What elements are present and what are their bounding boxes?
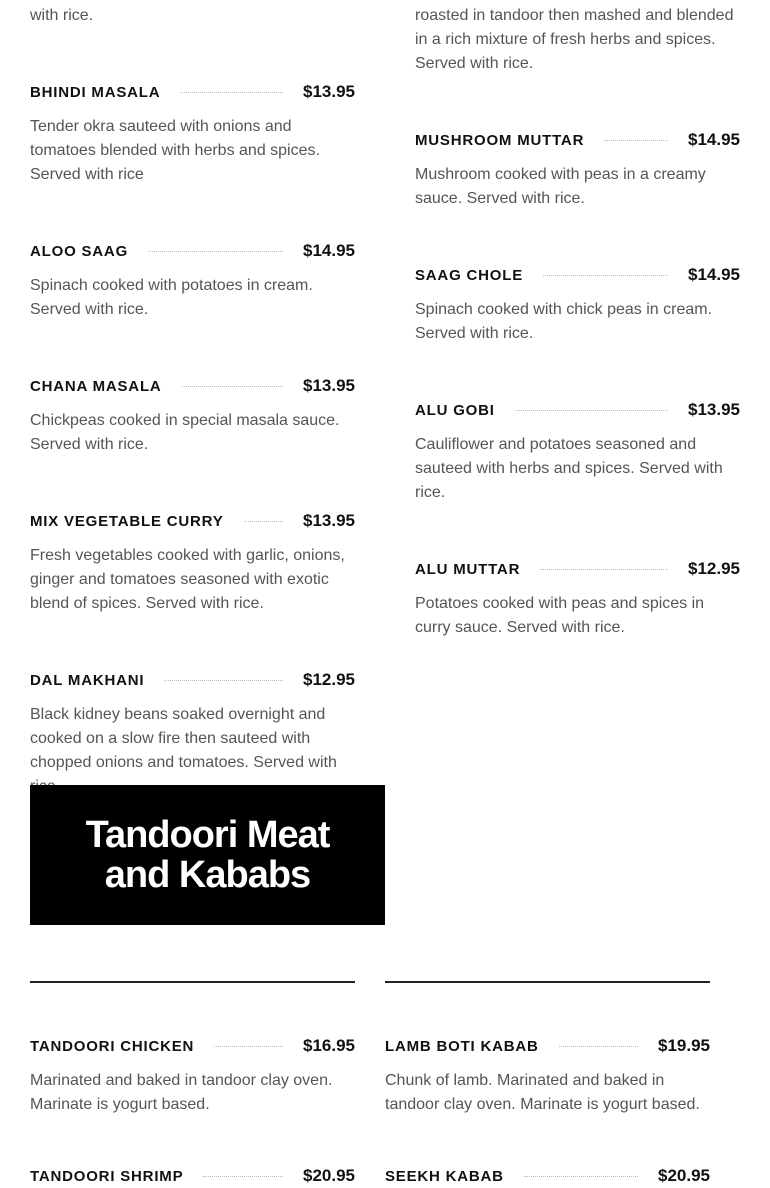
item-description: Mushroom cooked with peas in a creamy sauce. Served with rice. (415, 166, 706, 207)
dotted-leader (148, 251, 283, 252)
section-banner-tandoori (30, 785, 385, 925)
dotted-leader (559, 1046, 638, 1047)
item-name: SAAG CHOLE (415, 266, 524, 284)
menu-item-lamb-boti-kabab (385, 1034, 710, 1058)
item-name: ALU MUTTAR (415, 560, 521, 578)
item-description: Chunk of lamb. Marinated and baked in tandoor clay oven. Marinate is yogurt based. (385, 1072, 700, 1113)
item-description: Black kidney beans soaked overnight and cooked on a slow fire then sauteed with chopped onions and tomatoes. Served with (30, 706, 337, 771)
menu-item-alu-muttar (415, 557, 740, 581)
section-divider (30, 981, 355, 983)
item-name: SEEKH KABAB (385, 1167, 504, 1185)
item-description: Spinach cooked with potatoes in cream. Served with rice. (30, 277, 313, 318)
section-title: Tandoori Meat and Kababs (85, 814, 330, 896)
item-price: $14.95 (303, 241, 355, 260)
menu-item-saag-chole (415, 263, 740, 287)
item-description: Potatoes cooked with peas and spices in curry sauce. Served with rice. (415, 595, 705, 636)
item-description: Chickpeas cooked in special masala sauce. Served with rice. (30, 412, 340, 453)
menu-item-tandoori-shrimp (30, 1164, 355, 1188)
item-description-fragment: roasted in tandoor then mashed and blended in a rich mixture of fresh herbs and spices. Served with rice. (415, 7, 734, 72)
menu-item-bhindi-masala (30, 80, 355, 104)
item-name: ALU GOBI (415, 401, 495, 419)
dotted-leader (182, 386, 283, 387)
dotted-leader (164, 680, 283, 681)
menu-item-tandoori-chicken (30, 1034, 355, 1058)
dotted-leader (244, 521, 283, 522)
dotted-leader (604, 140, 668, 141)
menu-item-seekh-kabab (385, 1164, 710, 1188)
item-name: TANDOORI SHRIMP (30, 1167, 184, 1185)
item-price: $19.95 (658, 1036, 710, 1055)
item-price: $20.95 (303, 1166, 355, 1185)
menu-item-mix-vegetable-curry (30, 509, 355, 533)
item-price: $14.95 (688, 130, 740, 149)
dotted-leader (515, 410, 668, 411)
item-price: $16.95 (303, 1036, 355, 1055)
item-description: Spinach cooked with chick peas in cream. Served with rice. (415, 301, 713, 342)
menu-item-mushroom-muttar (415, 128, 740, 152)
dotted-leader (180, 92, 283, 93)
section-divider (385, 981, 710, 983)
dotted-leader (543, 275, 668, 276)
item-name: DAL MAKHANI (30, 671, 145, 689)
item-price: $14.95 (688, 265, 740, 284)
item-name: TANDOORI CHICKEN (30, 1037, 195, 1055)
item-description: Tender okra sauteed with onions and tomatoes blended with herbs and spices. Served with rice (30, 118, 320, 183)
item-description: Fresh vegetables cooked with garlic, onions, ginger and tomatoes seasoned with exotic blend of spices. Served with rice. (30, 547, 345, 612)
item-description-fragment: with rice. (30, 7, 94, 24)
item-price: $12.95 (303, 670, 355, 689)
item-name: CHANA MASALA (30, 377, 162, 395)
item-name: LAMB BOTI KABAB (385, 1037, 539, 1055)
item-price: $13.95 (303, 511, 355, 530)
menu-item-alu-gobi (415, 398, 740, 422)
menu-item-dal-makhani (30, 668, 355, 692)
dotted-leader (524, 1176, 638, 1177)
item-description: Cauliflower and potatoes seasoned and sauteed with herbs and spices. Served with rice. (415, 436, 723, 501)
item-name: ALOO SAAG (30, 242, 129, 260)
dotted-leader (540, 569, 668, 570)
item-description: Marinated and baked in tandoor clay oven. Marinate is yogurt based. (30, 1072, 333, 1113)
item-price: $12.95 (688, 559, 740, 578)
item-price: $13.95 (303, 376, 355, 395)
menu-item-chana-masala (30, 374, 355, 398)
item-price: $13.95 (688, 400, 740, 419)
menu-item-aloo-saag (30, 239, 355, 263)
item-name: MIX VEGETABLE CURRY (30, 512, 224, 530)
item-price: $20.95 (658, 1166, 710, 1185)
item-price: $13.95 (303, 82, 355, 101)
dotted-leader (214, 1046, 283, 1047)
item-name: MUSHROOM MUTTAR (415, 131, 585, 149)
item-name: BHINDI MASALA (30, 83, 161, 101)
dotted-leader (203, 1176, 283, 1177)
